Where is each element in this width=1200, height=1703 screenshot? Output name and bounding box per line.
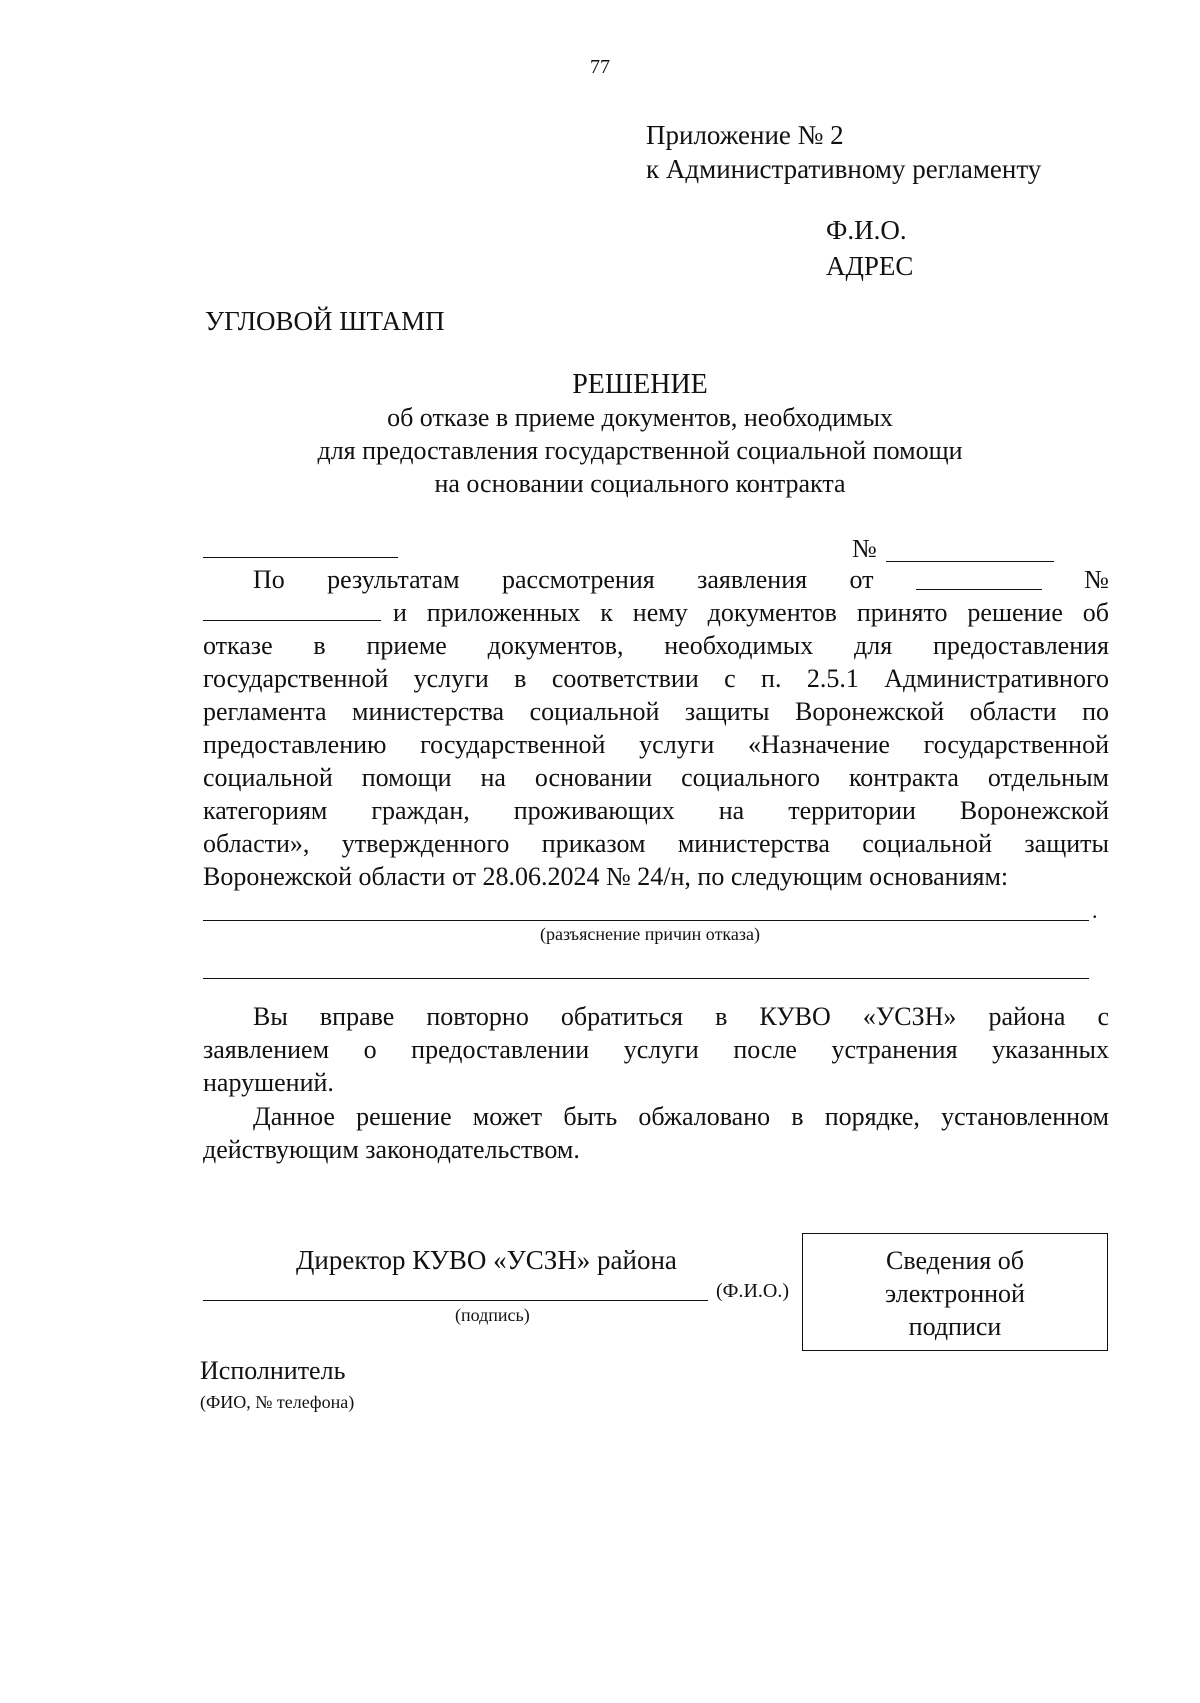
body-row-1 bbox=[203, 563, 1109, 596]
decision-number-blank-line bbox=[886, 561, 1054, 562]
body-word: результатам bbox=[327, 565, 460, 594]
body-row: предоставлению государственной услуги «Назначение государственной bbox=[203, 730, 1109, 759]
document-title bbox=[240, 368, 1040, 500]
appeal-paragraph bbox=[203, 1100, 1109, 1166]
body-row: социальной помощи на основании социального контракта отдельным bbox=[203, 763, 1109, 792]
para3-row: Данное решение может быть обжаловано в порядке, установленном bbox=[253, 1102, 1109, 1131]
application-number-blank bbox=[203, 596, 381, 621]
body-row: государственной услуги в соответствии с п. 2.5.1 Административного bbox=[203, 664, 1109, 693]
para2-row: заявлением о предоставлении услуги после устранения указанных bbox=[203, 1035, 1109, 1064]
repeat-appeal-paragraph bbox=[203, 1000, 1109, 1099]
body-row-2 bbox=[203, 596, 1109, 629]
body-row: категориям граждан, проживающих на территории Воронежской bbox=[203, 796, 1109, 825]
body-word: По bbox=[253, 565, 285, 594]
application-number-sign: № bbox=[1084, 565, 1109, 594]
body-word: заявления bbox=[697, 565, 808, 594]
title-line-1: об отказе в приеме документов, необходимых bbox=[387, 403, 893, 432]
executor-label: Исполнитель bbox=[200, 1356, 346, 1385]
electronic-signature-box bbox=[802, 1233, 1108, 1351]
decision-number-sign: № bbox=[852, 534, 877, 563]
reason-line-2 bbox=[203, 978, 1089, 979]
director-title: Директор КУВО «УСЗН» района bbox=[296, 1245, 677, 1275]
date-blank-line bbox=[203, 557, 398, 558]
recipient-name: Ф.И.О. bbox=[826, 215, 907, 245]
para2-row: Вы вправе повторно обратиться в КУВО «УСЗН» района с bbox=[253, 1002, 1109, 1031]
body-row-text: и приложенных к нему документов принято решение об bbox=[393, 598, 1109, 627]
body-word: рассмотрения bbox=[501, 565, 655, 594]
reason-hint-text: (разъяснение причин отказа) bbox=[539, 924, 760, 944]
appendix-line-2: к Административному регламенту bbox=[646, 154, 1042, 184]
title-line-3: на основании социального контракта bbox=[434, 469, 846, 498]
title-line-2: для предоставления государственной социальной помощи bbox=[317, 436, 963, 465]
para2-last-row: нарушений. bbox=[203, 1068, 334, 1097]
reason-hint bbox=[0, 924, 1200, 945]
signature-label: (подпись) bbox=[455, 1305, 530, 1325]
signature-line bbox=[203, 1300, 708, 1301]
body-word: от bbox=[849, 565, 874, 594]
fio-label: (Ф.И.О.) bbox=[716, 1280, 790, 1302]
appendix-heading bbox=[646, 118, 1041, 186]
signature-box-line-3: подписи bbox=[908, 1312, 1002, 1341]
body-row: регламента министерства социальной защиты Воронежской области по bbox=[203, 697, 1109, 726]
page-number: 77 bbox=[590, 56, 610, 78]
body-last-row: Воронежской области от 28.06.2024 № 24/н, по следующим основаниям: bbox=[203, 862, 1009, 891]
title-main: РЕШЕНИЕ bbox=[572, 369, 708, 400]
recipient-address: АДРЕС bbox=[826, 251, 914, 281]
corner-stamp: УГЛОВОЙ ШТАМП bbox=[205, 306, 445, 336]
signature-box-line-1: Сведения об bbox=[886, 1246, 1024, 1275]
reason-dot: . bbox=[1092, 898, 1098, 923]
recipient-block bbox=[826, 212, 913, 284]
body-row: области», утвержденного приказом министерства социальной защиты bbox=[203, 829, 1109, 858]
signature-box-line-2: электронной bbox=[885, 1279, 1025, 1308]
para3-last-row: действующим законодательством. bbox=[203, 1135, 580, 1164]
reason-line-1 bbox=[203, 920, 1089, 921]
appendix-line-1: Приложение № 2 bbox=[646, 120, 844, 150]
body-paragraph bbox=[203, 563, 1109, 893]
executor-hint: (ФИО, № телефона) bbox=[200, 1392, 355, 1412]
body-row: отказе в приеме документов, необходимых для предоставления bbox=[203, 631, 1109, 660]
application-date-blank bbox=[916, 563, 1042, 590]
